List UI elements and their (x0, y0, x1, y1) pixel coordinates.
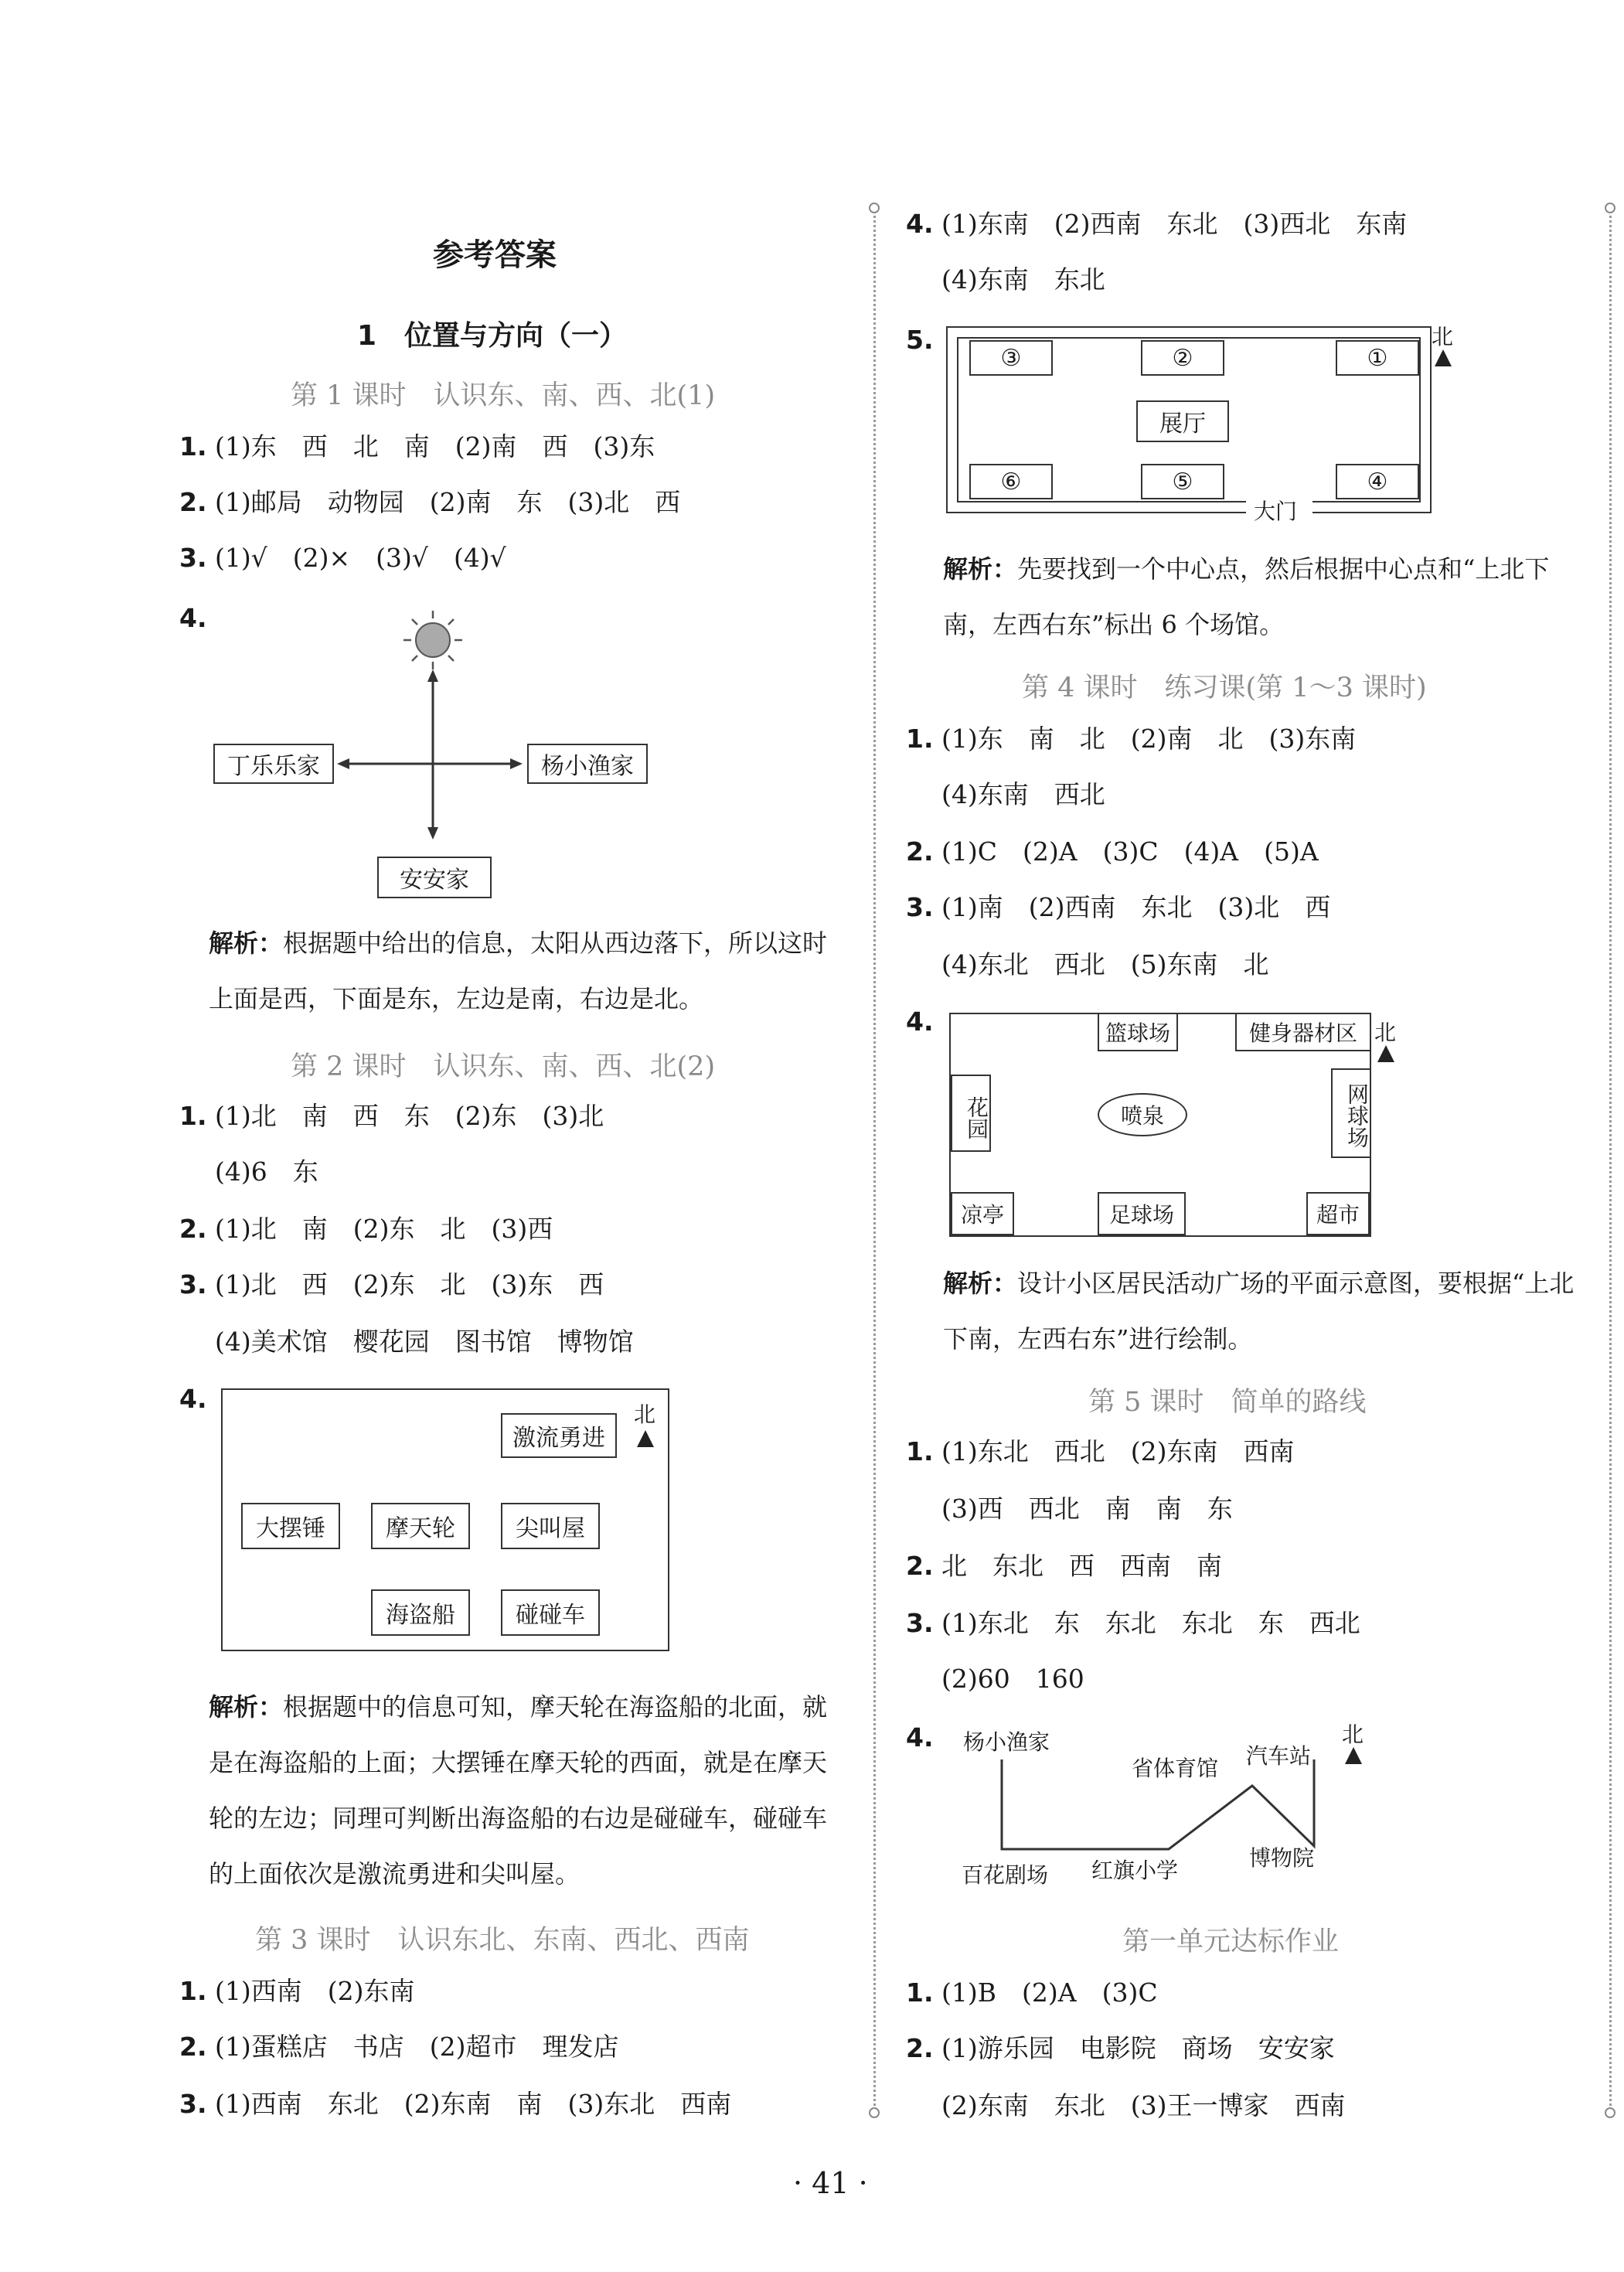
lesson-5-heading: 第 5 课时 简单的路线 (1088, 1387, 1367, 1418)
place-theater: 百花剧场 (962, 1862, 1049, 1888)
divider-dot-bottom-left (869, 2107, 880, 2118)
ride-pendulum-box: 大摆锤 (241, 1503, 340, 1549)
lesson-1-heading: 第 1 课时 认识东、南、西、北(1) (291, 380, 716, 411)
ride-pirate-ship-box: 海盗船 (371, 1589, 470, 1636)
hall-5-box: ⑤ (1141, 464, 1224, 499)
column-divider-right (1609, 210, 1612, 2112)
answer-l5-q3b: (2)60 160 (941, 1664, 1084, 1694)
hall-6-box: ⑥ (969, 464, 1053, 499)
answer-l4-q1a: 1. (1)东 南 北 (2)南 北 (3)东南 (906, 724, 1357, 754)
fountain-ellipse: 喷泉 (1098, 1093, 1187, 1136)
home-ding-lele-box: 丁乐乐家 (213, 744, 334, 784)
place-yang-home: 杨小渔家 (963, 1729, 1050, 1755)
north-label: 北 (634, 1402, 656, 1427)
answer-l5-q3a: 3. (1)东北 东 东北 东北 东 西北 (906, 1608, 1360, 1638)
hall-3-box: ③ (969, 340, 1053, 376)
answer-u-q1: 1. (1)B (2)A (3)C (906, 1977, 1158, 2008)
hall-2-box: ② (1141, 340, 1224, 376)
divider-dot-bottom-right (1605, 2107, 1615, 2118)
hall-1-box: ① (1336, 340, 1419, 376)
answer-l4-q3b: (4)东北 西北 (5)东南 北 (941, 949, 1269, 979)
football-field-box: 足球场 (1098, 1192, 1186, 1235)
ride-rapids-box: 激流勇进 (501, 1413, 617, 1458)
answer-l1-q3: 3. (1)√ (2)× (3)√ (4)√ (179, 543, 506, 573)
place-bus-station: 汽车站 (1246, 1743, 1312, 1769)
north-arrow-icon (1342, 1746, 1365, 1766)
hall-4-box: ④ (1336, 464, 1419, 499)
divider-dot-top-right (1605, 203, 1615, 213)
answer-u-q2a: 2. (1)游乐园 电影院 商场 安安家 (906, 2033, 1335, 2063)
pavilion-box: 凉亭 (951, 1192, 1014, 1235)
place-school: 红旗小学 (1091, 1858, 1179, 1883)
unit-title: 1 位置与方向（一） (357, 320, 628, 352)
answer-l2-q3a: 3. (1)北 西 (2)东 北 (3)东 西 (179, 1269, 604, 1300)
answer-l4-q1b: (4)东南 西北 (941, 779, 1105, 809)
divider-dot-top-left (869, 203, 880, 213)
lesson-4-heading: 第 4 课时 练习课(第 1～3 课时) (1022, 673, 1427, 703)
place-gym: 省体育馆 (1132, 1756, 1219, 1781)
home-yang-xiaoyu-box: 杨小渔家 (527, 744, 648, 784)
answer-l2-q2: 2. (1)北 南 (2)东 北 (3)西 (179, 1214, 553, 1244)
answer-l5-q1a: 1. (1)东北 西北 (2)东南 西南 (906, 1436, 1295, 1466)
column-divider-left (873, 210, 876, 2112)
fitness-area-box: 健身器材区 (1235, 1013, 1371, 1051)
page-title: 参考答案 (433, 237, 557, 273)
answer-l4-q2: 2. (1)C (2)A (3)C (4)A (5)A (906, 836, 1319, 867)
answer-l5-q2: 2. 北 东北 西 西南 南 (906, 1551, 1222, 1581)
answer-l4-q3a: 3. (1)南 (2)西南 东北 (3)北 西 (906, 892, 1331, 922)
north-arrow-icon (1432, 348, 1455, 368)
answer-l2-q3b: (4)美术馆 樱花园 图书馆 博物馆 (215, 1327, 634, 1357)
supermarket-box: 超市 (1306, 1192, 1370, 1235)
home-anan-box: 安安家 (377, 857, 492, 898)
north-arrow-icon (1374, 1044, 1398, 1064)
garden-box: 花园 (951, 1075, 991, 1152)
explanation-r2: 解析：设计小区居民活动广场的平面示意图，要根据“上北下南，左西右东”进行绘制。 (943, 1269, 1575, 1354)
answer-l2-q1a: 1. (1)北 南 西 东 (2)东 (3)北 (179, 1101, 604, 1131)
answer-l1-q2: 2. (1)邮局 动物园 (2)南 东 (3)北 西 (179, 487, 681, 517)
unit-test-heading: 第一单元达标作业 (1122, 1926, 1340, 1957)
basketball-court-box: 篮球场 (1098, 1013, 1178, 1051)
answer-l3-q1: 1. (1)西南 (2)东南 (179, 1976, 415, 2006)
answer-l3-q3: 3. (1)西南 东北 (2)东南 南 (3)东北 西南 (179, 2089, 732, 2119)
ride-ferris-wheel-box: 摩天轮 (371, 1503, 470, 1549)
place-museum: 博物院 (1249, 1845, 1315, 1871)
explanation-l2: 解析：根据题中的信息可知，摩天轮在海盗船的北面，就是在海盗船的上面；大摆锤在摩天轮的西面，就是在摩天轮的左边；同理可判断出海盗船的右边是碰碰车，碰碰车的上面依次是激流勇进和尖叫屋。 (209, 1692, 828, 1889)
answer-l1-q4-number: 4. (179, 603, 207, 633)
answer-l5-q1b: (3)西 西北 南 南 东 (941, 1494, 1233, 1524)
main-gate-label: 大门 (1254, 499, 1298, 524)
explanation-l1: 解析：根据题中给出的信息，太阳从西边落下，所以这时上面是西，下面是东，左边是南，右边是北。 (209, 928, 828, 1013)
answer-l1-q1: 1. (1)东 西 北 南 (2)南 西 (3)东 (179, 431, 655, 462)
exhibition-hall-box: 展厅 (1136, 400, 1229, 442)
ride-bumper-car-box: 碰碰车 (501, 1589, 600, 1636)
ride-scream-house-box: 尖叫屋 (501, 1503, 600, 1549)
answer-r-q5-number: 5. (906, 325, 934, 355)
north-arrow-icon (634, 1429, 657, 1449)
answer-l2-q1b: (4)6 东 (215, 1156, 318, 1187)
answer-r-q4a: 4. (1)东南 (2)西南 东北 (3)西北 东南 (906, 209, 1408, 239)
answer-l2-q4-number: 4. (179, 1384, 207, 1414)
answer-r-q4b: (4)东南 东北 (941, 264, 1105, 295)
north-label: 北 (1374, 1020, 1397, 1045)
page-number: · 41 · (793, 2166, 868, 2200)
answer-l3-q2: 2. (1)蛋糕店 书店 (2)超市 理发店 (179, 2032, 619, 2062)
answer-u-q2b: (2)东南 东北 (3)王一博家 西南 (941, 2090, 1346, 2120)
lesson-3-heading: 第 3 课时 认识东北、东南、西北、西南 (255, 1925, 750, 1956)
tennis-court-box: 网球场 (1331, 1068, 1371, 1158)
north-label: 北 (1432, 324, 1454, 349)
lesson-2-heading: 第 2 课时 认识东、南、西、北(2) (291, 1051, 716, 1082)
north-label: 北 (1342, 1722, 1364, 1747)
explanation-r1: 解析：先要找到一个中心点，然后根据中心点和“上北下南，左西右东”标出 6 个场馆。 (943, 554, 1550, 639)
sun-icon (403, 611, 462, 669)
answer-l5-q4-number: 4. (906, 1722, 934, 1753)
answer-l4-q4-number: 4. (906, 1007, 934, 1037)
